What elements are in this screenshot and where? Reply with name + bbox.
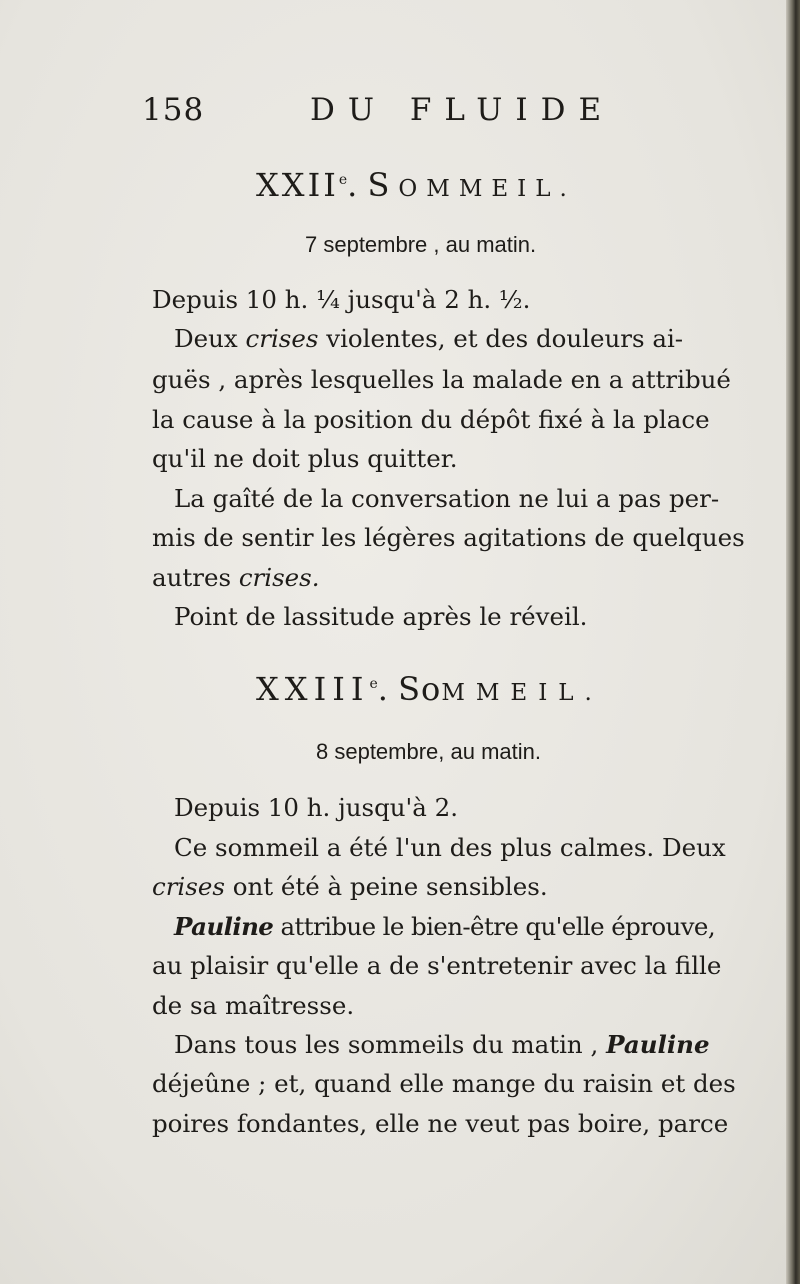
text-line: Point de lassitude après le réveil.	[174, 602, 588, 631]
text-line: au plaisir qu'elle a de s'entretenir avec la fille	[152, 951, 722, 980]
text-line: La gaîté de la conversation ne lui a pas per-	[174, 484, 720, 513]
section-numeral-suffix: e	[369, 676, 378, 692]
text-line: Ce sommeil a été l'un des plus calmes. Deux	[174, 833, 726, 862]
page-number: 158	[142, 92, 205, 128]
time-line: Depuis 10 h. ¼ jusqu'à 2 h. ½.	[152, 285, 531, 314]
section-heading-xxiii: XXIIIe. SoMMEIL.	[256, 670, 603, 708]
text-line: Pauline attribue le bien-être qu'elle éprouve,	[174, 912, 716, 941]
section-heading-xxii: XXIIe. SOMMEIL.	[256, 166, 576, 204]
section-label-initial: So	[398, 670, 442, 708]
section-date: 7 septembre , au matin.	[305, 232, 537, 257]
text-line: crises ont été à peine sensibles.	[152, 872, 548, 901]
section-label: OMMEIL.	[398, 176, 576, 202]
section-label-initial: S	[367, 166, 399, 204]
text-line: mis de sentir les légères agitations de quelques	[152, 523, 745, 552]
text-line: Dans tous les sommeils du matin , Pauline	[174, 1030, 710, 1059]
text-line: autres crises.	[152, 563, 320, 592]
section-label: MMEIL.	[441, 680, 603, 706]
section-date: 8 septembre, au matin.	[316, 739, 542, 764]
text-line: de sa maîtresse.	[152, 991, 355, 1020]
running-title: DU FLUIDE	[310, 92, 615, 128]
text-line: qu'il ne doit plus quitter.	[152, 444, 458, 473]
text-line: poires fondantes, elle ne veut pas boire, parce	[152, 1109, 729, 1138]
time-line: Depuis 10 h. jusqu'à 2.	[174, 793, 459, 822]
section-numeral-suffix: e	[338, 172, 348, 188]
section-numeral: XXII	[256, 166, 339, 204]
text-line: Deux crises violentes, et des douleurs ai-	[174, 324, 684, 353]
page-edge	[786, 0, 800, 1284]
section-numeral: XXIII	[256, 670, 370, 708]
text-line: la cause à la position du dépôt fixé à la place	[152, 405, 710, 434]
text-line: guës , après lesquelles la malade en a attribué	[152, 365, 731, 394]
text-line: déjeûne ; et, quand elle mange du raisin et des	[152, 1069, 736, 1098]
